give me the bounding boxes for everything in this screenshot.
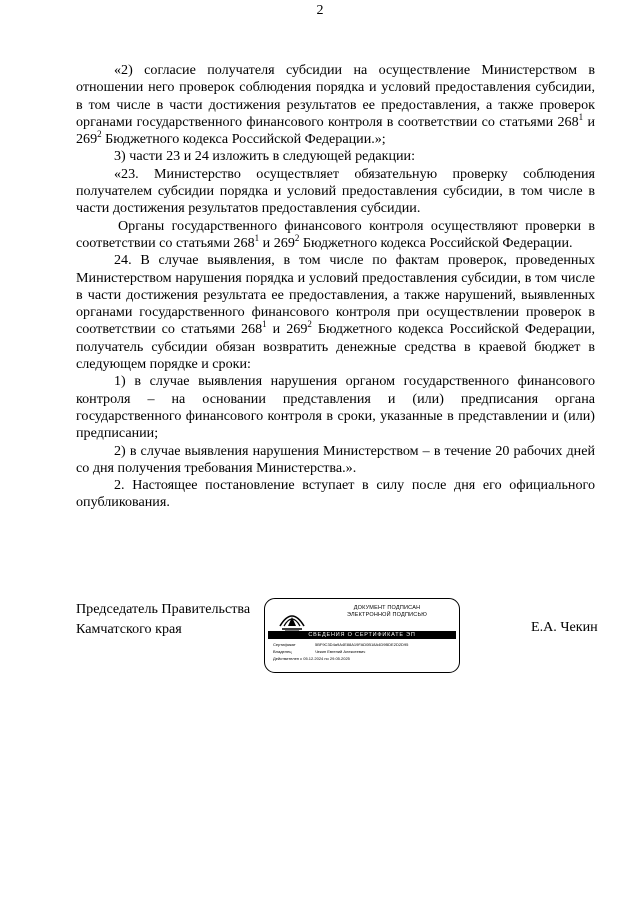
paragraph-state-control: Органы государственного финансового контроля осуществляют проверки в соответствии со статьями $268^1$ и $269^2$ Бюджетного кодекса Российской Федерации. — [76, 217, 595, 251]
certificate-row: Сертификат 5BF9C3D4a9A4E88A19FAD0B18A4D9BDE2D2D95 — [273, 642, 409, 647]
owner-row: Владелец Чекин Евгений Алексеевич — [273, 649, 366, 654]
electronic-signature-stamp — [264, 598, 460, 673]
certificate-header: СВЕДЕНИЯ О СЕРТИФИКАТЕ ЭП — [268, 631, 456, 639]
signatory-position — [76, 599, 250, 639]
paragraph-part-23: «23. Министерство осуществляет обязательную проверку соблюдения получателем субсидии порядка и условий предоставления субсидии, в том числе в части достижения результатов предоставления субсидии. — [76, 165, 595, 217]
signatory-name: Е.А. Чекин — [531, 619, 598, 635]
certificate-details — [273, 641, 455, 662]
document-body — [76, 62, 595, 512]
paragraph-subclause-2: «2) согласие получателя субсидии на осуществление Министерством в отношении него проверок соблюдения порядка и условий предоставления субсидии, в том числе в части достижения результатов ее предоставления, а также проверок органами государственного финансового контроля в соответствии со статьями $268^1$ и $269^2$ Бюджетного кодекса Российской Федерации.»; — [76, 62, 595, 148]
paragraph-subitem-2: 2) в случае выявления нарушения Министерством – в течение 20 рабочих дней со дня получения требования Министерства.». — [76, 442, 595, 476]
paragraph-subitem-1: 1) в случае выявления нарушения органом государственного финансового контроля – на основании представления и (или) предписания органа государственного финансового контроля в сроки, указанные в представлении и (или) предписании; — [76, 373, 595, 442]
stamp-title: ДОКУМЕНТ ПОДПИСАН ЭЛЕКТРОННОЙ ПОДПИСЬЮ — [346, 605, 428, 618]
position-line-2: Камчатского края — [76, 621, 182, 637]
coat-of-arms-icon — [277, 604, 307, 632]
paragraph-part-24: 24. В случае выявления, в том числе по фактам проверок, проведенных Министерством нарушения порядка и условий предоставления субсидии, в том числе в части достижения результата ее предоставления, а также нарушений, выявленных органами государственного финансового контроля при осуществлении проверок в соответствии со статьями $268^1$ и $269^2$ Бюджетного кодекса Российской Федерации, получатель субсидии обязан возвратить денежные средства в краевой бюджет в следующем порядке и сроки: — [76, 252, 596, 373]
validity-row: Действителен с 05.12.2024 по 29.05.2025 — [273, 656, 350, 661]
paragraph-effective-date: 2. Настоящее постановление вступает в силу после дня его официального опубликования. — [76, 477, 595, 511]
page-number: 2 — [316, 3, 324, 18]
position-line-1: Председатель Правительства — [76, 601, 251, 617]
paragraph-item-3: 3) части 23 и 24 изложить в следующей редакции: — [114, 148, 416, 165]
